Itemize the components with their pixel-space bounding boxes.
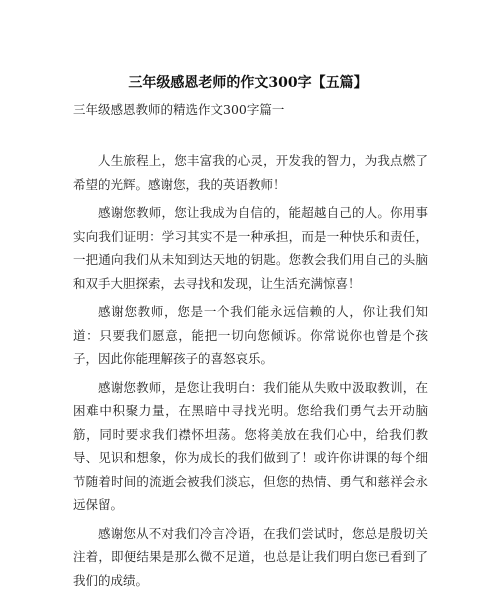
paragraph: 感谢您教师，您让我成为自信的，能超越自己的人。你用事实向我们证明：学习其实不是一种承担，而是一种快乐和责任，一把通向我们从未知到达天地的钥匙。您教会我们用自己的头脑和双手大胆探索，去寻找和发现，让生活充满惊喜！ <box>73 205 428 291</box>
paragraph: 人生旅程上，您丰富我的心灵，开发我的智力，为我点燃了希望的光辉。感谢您，我的英语教师！ <box>73 153 428 192</box>
paragraph: 感谢您从不对我们冷言冷语，在我们尝试时，您总是殷切关注着，即便结果是那么微不足道，也总是让我们明白您已看到了我们的成绩。 <box>73 525 428 588</box>
paragraph: 感谢您教师，您是一个我们能永远信赖的人，你让我们知道：只要我们愿意，能把一切向您倾诉。你常说你也曾是个孩子，因此你能理解孩子的喜怒哀乐。 <box>73 304 428 366</box>
paragraph: 感谢您教师，是您让我明白：我们能从失败中汲取教训，在困难中积聚力量，在黑暗中寻找光明。您给我们勇气去开动脑筋，同时要求我们襟怀坦荡。您将美放在我们心中，给我们教导、见识和想象，你为成长的我们做到了！或许你讲课的每个细节随着时间的流逝会被我们淡忘，但您的热情、勇气和慈祥会永远保留。 <box>73 379 428 512</box>
body-text <box>73 149 428 597</box>
document-title: 三年级感恩老师的作文300字【五篇】 <box>128 75 368 91</box>
section-heading: 三年级感恩教师的精选作文300字篇一 <box>73 102 285 117</box>
